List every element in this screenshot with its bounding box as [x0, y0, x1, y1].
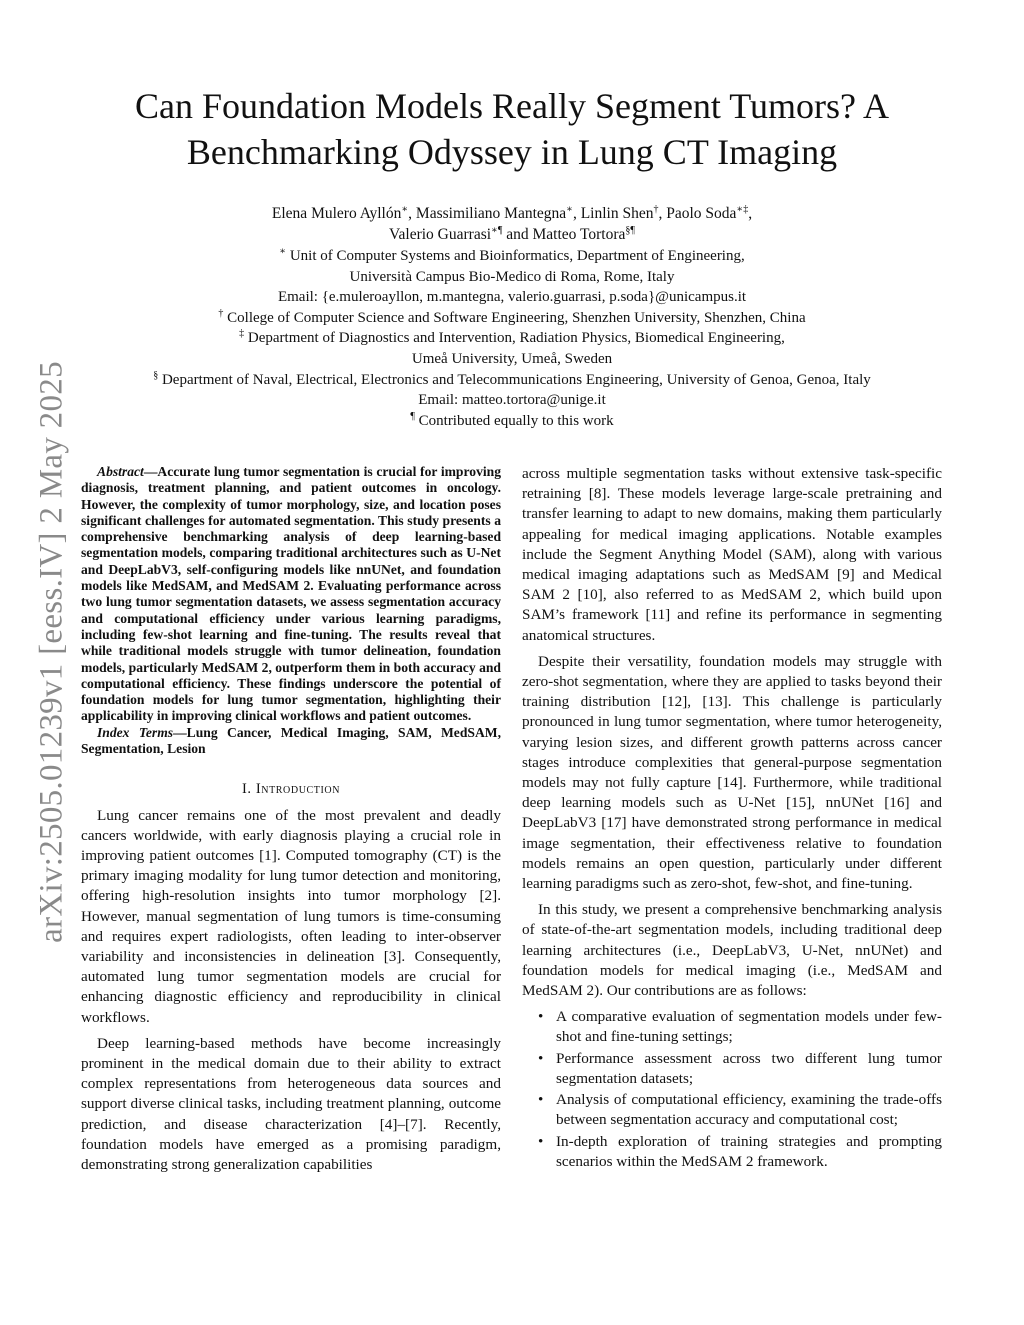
list-item [522, 1132, 942, 1172]
title-line-2: Benchmarking Odyssey in Lung CT Imaging [186, 132, 838, 172]
author-mark: ∗¶ [491, 224, 503, 236]
author-name: Valerio Guarrasi [389, 226, 492, 243]
abstract [81, 464, 501, 725]
affiliation-text: Contributed equally to this work [414, 412, 614, 429]
author-name: , Paolo Soda [658, 205, 737, 222]
affiliation-line [60, 349, 964, 370]
index-terms [81, 725, 501, 758]
abstract-text: —Accurate lung tumor segmentation is crucial for improving diagnosis, treatment planning, and patient outcomes in oncology. However, the complexity of tumor morphology, size, and location poses significant challenges for automated segmentation. This study presents a comprehensive benchmarking analysis of deep learning-based segmentation models, comparing traditional architectures such as U-Net and DeepLabV3, self-configuring models like nnUNet, and foundation models like MedSAM, and MedSAM 2. Evaluating performance across two lung tumor segmentation datasets, we assess segmentation accuracy and computational efficiency under various learning paradigms, including few-shot learning and fine-tuning. The results reveal that while traditional models struggle with tumor delineation, foundation models, particularly MedSAM 2, outperform them in both accuracy and computational efficiency. These findings underscore the potential of foundation models for lung tumor segmentation, highlighting their applicability in improving clinical workflows and patient outcomes. [81, 464, 501, 724]
author-name: Elena Mulero Ayllón [271, 205, 402, 222]
affiliation-text: Department of Diagnostics and Intervention, Radiation Physics, Biomedical Engineering, [244, 330, 785, 347]
list-item-text: In-depth exploration of training strategies and prompting scenarios within the MedSAM 2 framework. [556, 1132, 942, 1170]
right-column [522, 464, 942, 1173]
author-mark: §¶ [625, 224, 635, 236]
list-item-text: Performance assessment across two different lung tumor segmentation datasets; [556, 1049, 942, 1087]
body-paragraph: Despite their versatility, foundation models may struggle with zero-shot segmentation, where they are applied to tasks beyond their training distribution [12], [13]. This challenge is particularly pronounced in lung tumor segmentation, where tumor heterogeneity, varying lesion sizes, and different growth patterns across cancer stages introduce complexities that general-purpose segmentation models may not fully capture [14]. Furthermore, while traditional deep learning models such as U-Net [15], nnUNet [16] and DeepLabV3 [17] have demonstrated strong performance in medical image segmentation, their effectiveness relative to foundation models remains an open question, particularly under different learning paradigms such as zero-shot, few-shot, and fine-tuning. [522, 652, 942, 893]
author-line-2 [100, 224, 924, 245]
affiliation-line [60, 328, 964, 349]
body-paragraph: across multiple segmentation tasks without extensive task-specific retraining [8]. These models leverage large-scale pretraining and transfer learning to adapt to new domains, making them particularly appealing for medical imaging applications. Notable examples include the Segment Anything Model (SAM), along with various medical imaging adaptations such as MedSAM [9] and Medical SAM 2 [10], also referred to as MedSAM 2, which build upon SAM’s framework [11] and refine its performance in segmenting anatomical structures. [522, 465, 942, 644]
affiliation-mark: ¶ [410, 410, 415, 422]
email-text: Email: matteo.tortora@unige.it [418, 392, 606, 409]
arxiv-identifier-stamp: arXiv:2505.01239v1 [eess.IV] 2 May 2025 [33, 361, 70, 943]
list-item [522, 1049, 942, 1089]
affiliation-text: Department of Naval, Electrical, Electronics and Telecommunications Engineering, University of Genoa, Genoa, Italy [158, 371, 871, 388]
list-item-text: A comparative evaluation of segmentation models under few-shot and fine-tuning settings; [556, 1008, 942, 1046]
left-column [81, 464, 501, 1181]
contribution-note [60, 411, 964, 432]
author-name: , Linlin Shen [572, 205, 654, 222]
affiliation-email [60, 390, 964, 411]
author-mark: ∗‡ [736, 203, 749, 215]
affiliation-list [60, 246, 964, 431]
contributions-list [522, 1007, 942, 1172]
affiliation-email [60, 287, 964, 308]
list-item [522, 1007, 942, 1047]
body-paragraph: Lung cancer remains one of the most prevalent and deadly cancers worldwide, with early diagnosis playing a crucial role in improving patient outcomes [1]. Computed tomography (CT) is the primary imaging modality for lung tumor detection and monitoring, offering high-resolution insights into tumor morphology [2]. However, manual segmentation of lung tumors is time-consuming and requires expert radiologists, often leading to inter-observer variability and inconsistencies in delineation [3]. Consequently, automated lung tumor segmentation models are crucial for enhancing diagnostic efficiency and reproducibility in clinical workflows. [81, 806, 501, 1026]
author-line-1 [100, 203, 924, 224]
index-terms-label: Index Terms [97, 724, 174, 740]
abstract-label: Abstract [97, 464, 144, 479]
affiliation-mark: ∗ [279, 246, 287, 257]
affiliation-line [60, 246, 964, 267]
list-item-text: Analysis of computational efficiency, examining the trade-offs between segmentation accuracy and computational cost; [556, 1091, 942, 1129]
body-paragraph: In this study, we present a comprehensive benchmarking analysis of state-of-the-art segmentation models, including traditional deep learning architectures (i.e., DeepLabV3, U-Net, nnUNet) and foundation models for medical imaging (i.e., MedSAM and MedSAM 2). Our contributions are as follows: [522, 901, 942, 1000]
affiliation-text: College of Computer Science and Software Engineering, Shenzhen University, Shenzhen, China [223, 309, 806, 326]
affiliation-text: Umeå University, Umeå, Sweden [411, 350, 613, 367]
bullet-icon: • [538, 1091, 544, 1109]
affiliation-text: Università Campus Bio-Medico di Roma, Rome, Italy [349, 268, 675, 285]
paper-title [40, 83, 984, 175]
index-terms-text: —Lung Cancer, Medical Imaging, SAM, MedSAM, Segmentation, Lesion [81, 724, 501, 757]
affiliation-text: Unit of Computer Systems and Bioinformatics, Department of Engineering, [286, 248, 745, 264]
list-item [522, 1090, 942, 1130]
author-mark: ∗ [566, 203, 573, 215]
affiliation-line [60, 308, 964, 329]
affiliation-mark: § [153, 369, 159, 381]
bullet-icon: • [538, 1049, 544, 1067]
author-name: , Massimiliano Mantegna [408, 205, 567, 222]
email-text: Email: {e.muleroayllon, m.mantegna, valerio.guarrasi, p.soda}@unicampus.it [277, 289, 747, 306]
bullet-icon: • [538, 1132, 544, 1150]
section-heading-introduction: I. Introduction [241, 781, 341, 798]
affiliation-mark: † [218, 307, 224, 319]
author-list [100, 203, 924, 245]
body-paragraph: Deep learning-based methods have become increasingly prominent in the medical domain due to their ability to extract complex representations from heterogeneous data sources and support diverse clinical tasks, including treatment planning, outcome prediction, and disease characterization [4]–[7]. Recently, foundation models have emerged as a promising paradigm, demonstrating strong generalization capabilities [81, 1034, 501, 1173]
bullet-icon: • [538, 1008, 544, 1026]
author-separator: , [748, 205, 753, 222]
affiliation-line [60, 267, 964, 288]
affiliation-mark: ‡ [239, 328, 245, 340]
affiliation-line [60, 370, 964, 391]
author-mark: ∗ [401, 203, 409, 215]
author-mark: † [653, 203, 659, 215]
author-name: and Matteo Tortora [502, 226, 626, 243]
title-line-1: Can Foundation Models Really Segment Tumors? A [134, 86, 889, 126]
